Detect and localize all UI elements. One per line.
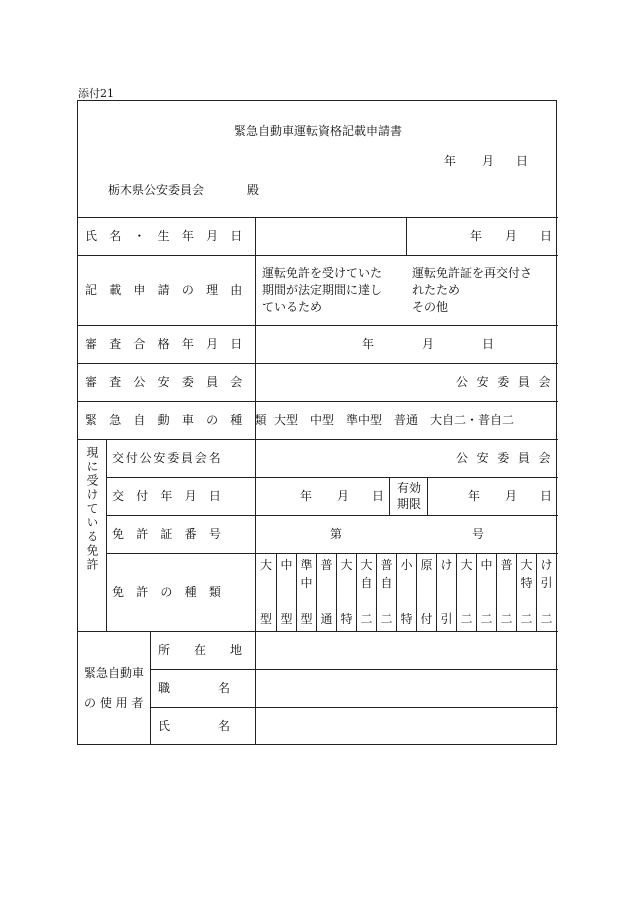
license-kind-char: 二 bbox=[520, 612, 533, 626]
license-kind-char bbox=[497, 573, 516, 591]
license-kind-char bbox=[377, 591, 396, 609]
license-kind-char: 自 bbox=[380, 576, 393, 590]
license-kind-char: 型 bbox=[280, 612, 293, 626]
addressee-honorific: 殿 bbox=[247, 183, 260, 197]
license-kind-char bbox=[357, 591, 376, 609]
license-kind-char: 引 bbox=[540, 576, 553, 590]
reason-option-2-line-3: その他 bbox=[412, 300, 449, 314]
license-kind-char: 二 bbox=[540, 612, 553, 626]
license-kind-cell bbox=[336, 553, 356, 631]
row-divider bbox=[78, 325, 558, 326]
license-kind-char bbox=[417, 591, 436, 609]
license-kind-char: 大 bbox=[259, 558, 272, 572]
license-kinds-grid bbox=[256, 553, 558, 631]
license-kind-char bbox=[317, 573, 336, 591]
license-kind-char: 小 bbox=[400, 558, 413, 572]
license-kind-char: 特 bbox=[400, 612, 413, 626]
license-kind-char bbox=[457, 591, 476, 609]
license-kind-cell bbox=[516, 553, 536, 631]
license-kind-char: 大 bbox=[340, 558, 353, 572]
name-birth-divider bbox=[406, 217, 407, 255]
validity-day: 日 bbox=[540, 489, 553, 503]
license-number-label: 免 許 証 番 号 bbox=[112, 527, 226, 541]
license-number-suffix: 号 bbox=[472, 527, 485, 541]
license-kind-char: 中 bbox=[300, 576, 313, 590]
license-kind-char bbox=[256, 573, 276, 591]
license-kind-cell bbox=[256, 553, 276, 631]
exam-commission-suffix: 公 安 委 員 会 bbox=[456, 375, 553, 389]
license-kind-cell bbox=[536, 553, 556, 631]
license-kind-char bbox=[477, 573, 496, 591]
license-kind-cell bbox=[316, 553, 336, 631]
user-group-divider bbox=[150, 631, 151, 745]
license-kind-cell bbox=[376, 553, 396, 631]
license-kind-char: 特 bbox=[340, 612, 353, 626]
license-kind-char: け bbox=[540, 558, 553, 572]
license-kind-char bbox=[437, 573, 456, 591]
reason-option-1-line-2: 期間が法定期間に達し bbox=[262, 283, 383, 297]
license-kind-char bbox=[256, 591, 276, 609]
license-kind-char: 自 bbox=[360, 576, 373, 590]
license-number-prefix: 第 bbox=[330, 527, 343, 541]
row-divider bbox=[106, 515, 558, 516]
license-kind-char: 付 bbox=[420, 612, 433, 626]
license-kind-char bbox=[317, 591, 336, 609]
license-kind-cell bbox=[476, 553, 496, 631]
license-kind-char bbox=[297, 591, 316, 609]
license-kind-char bbox=[397, 591, 416, 609]
license-kind-cell bbox=[276, 553, 296, 631]
license-kind-cell bbox=[436, 553, 456, 631]
exam-month: 月 bbox=[422, 337, 435, 351]
license-kind-cell bbox=[416, 553, 436, 631]
current-license-group-label: 現に受けている免許 bbox=[85, 446, 99, 572]
license-kind-char: け bbox=[440, 558, 453, 572]
exam-commission-label: 審 査 公 安 委 員 会 bbox=[85, 375, 247, 389]
row-divider bbox=[78, 363, 558, 364]
license-kind-cell bbox=[456, 553, 476, 631]
form-title: 緊急自動車運転資格記載申請書 bbox=[233, 124, 402, 138]
license-kind-char: 準 bbox=[300, 558, 313, 572]
row-divider bbox=[78, 401, 558, 402]
row-divider bbox=[78, 217, 558, 218]
license-kind-cell bbox=[396, 553, 416, 631]
license-kind-char: 大 bbox=[360, 558, 373, 572]
license-kinds-label: 免 許 の 種 類 bbox=[112, 585, 226, 599]
validity-label-line-1: 有効 bbox=[397, 481, 422, 495]
birth-month: 月 bbox=[505, 229, 518, 243]
license-kind-char: 二 bbox=[500, 612, 513, 626]
license-group-divider bbox=[106, 439, 107, 631]
vehicle-type-options: 大型 中型 準中型 普通 大自二・普自二 bbox=[274, 413, 515, 427]
license-kind-char: 普 bbox=[380, 558, 393, 572]
reason-option-2-line-1: 運転免許証を再交付さ bbox=[412, 266, 533, 280]
license-kind-char bbox=[277, 573, 296, 591]
license-kind-char: 型 bbox=[259, 612, 272, 626]
exam-day: 日 bbox=[482, 337, 495, 351]
license-kind-char: 二 bbox=[380, 612, 393, 626]
row-divider bbox=[78, 255, 558, 256]
issue-day: 日 bbox=[372, 489, 385, 503]
issue-month: 月 bbox=[337, 489, 350, 503]
row-divider bbox=[106, 477, 558, 478]
date-month: 月 bbox=[482, 154, 495, 168]
license-kind-char: 特 bbox=[520, 576, 533, 590]
attachment-number: 添付21 bbox=[78, 87, 114, 100]
license-kind-char bbox=[497, 591, 516, 609]
validity-divider bbox=[389, 477, 390, 515]
validity-month: 月 bbox=[505, 489, 518, 503]
license-kind-char bbox=[417, 573, 436, 591]
location-label: 所 在 地 bbox=[158, 643, 243, 657]
user-group-label-line-1: 緊急自動車 bbox=[84, 666, 145, 680]
license-kind-char bbox=[517, 591, 536, 609]
license-kind-char: 二 bbox=[480, 612, 493, 626]
user-label-divider bbox=[255, 631, 256, 745]
reason-option-1-line-1: 運転免許を受けていた bbox=[262, 266, 383, 280]
license-kind-char: 型 bbox=[300, 612, 313, 626]
date-day: 日 bbox=[516, 154, 529, 168]
name-birth-label: 氏 名 ・ 生 年 月 日 bbox=[85, 229, 247, 243]
birth-day: 日 bbox=[540, 229, 553, 243]
issuer-suffix: 公 安 委 員 会 bbox=[456, 451, 553, 465]
license-kind-char bbox=[337, 591, 356, 609]
license-kind-char: 二 bbox=[360, 612, 373, 626]
license-kind-char: 中 bbox=[280, 558, 293, 572]
issue-date-label: 交 付 年 月 日 bbox=[112, 489, 226, 503]
reason-option-1-line-3: ているため bbox=[262, 300, 323, 314]
exam-date-label: 審 査 合 格 年 月 日 bbox=[85, 337, 247, 351]
validity-divider bbox=[427, 477, 428, 515]
addressee: 栃木県公安委員会 bbox=[108, 183, 205, 197]
license-kind-char: 大 bbox=[460, 558, 473, 572]
license-kind-char: 二 bbox=[460, 612, 473, 626]
license-kind-cell bbox=[296, 553, 316, 631]
birth-year: 年 bbox=[470, 229, 483, 243]
row-divider bbox=[150, 707, 558, 708]
license-kind-char: 普 bbox=[320, 558, 333, 572]
license-kind-char bbox=[337, 573, 356, 591]
vehicle-type-label: 緊 急 自 動 車 の 種 類 bbox=[85, 413, 271, 427]
validity-year: 年 bbox=[468, 489, 481, 503]
license-kind-char bbox=[537, 591, 556, 609]
license-kind-char: 大 bbox=[520, 558, 533, 572]
license-kind-char: 通 bbox=[320, 612, 333, 626]
license-kind-char bbox=[477, 591, 496, 609]
license-kind-cell bbox=[496, 553, 516, 631]
row-divider bbox=[78, 439, 558, 440]
validity-label-line-2: 期限 bbox=[397, 497, 422, 511]
license-kind-char bbox=[457, 573, 476, 591]
application-form bbox=[77, 100, 557, 745]
license-kind-char: 引 bbox=[440, 612, 453, 626]
row-divider bbox=[150, 669, 558, 670]
license-kind-char bbox=[277, 591, 296, 609]
license-kind-cell bbox=[356, 553, 376, 631]
date-year: 年 bbox=[444, 154, 457, 168]
license-kind-char bbox=[437, 591, 456, 609]
exam-year: 年 bbox=[362, 337, 375, 351]
license-kind-char: 普 bbox=[500, 558, 513, 572]
license-kind-char bbox=[397, 573, 416, 591]
user-group-label-line-2: の 使 用 者 bbox=[84, 696, 144, 710]
license-kind-char: 中 bbox=[480, 558, 493, 572]
license-kind-char: 原 bbox=[420, 558, 433, 572]
issuer-label: 交付公安委員会名 bbox=[112, 451, 223, 465]
reason-label: 記 載 申 請 の 理 由 bbox=[85, 283, 247, 297]
position-label: 職 名 bbox=[158, 681, 231, 695]
user-name-label: 氏 名 bbox=[158, 719, 231, 733]
issue-year: 年 bbox=[300, 489, 313, 503]
reason-option-2-line-2: れたため bbox=[412, 283, 461, 297]
